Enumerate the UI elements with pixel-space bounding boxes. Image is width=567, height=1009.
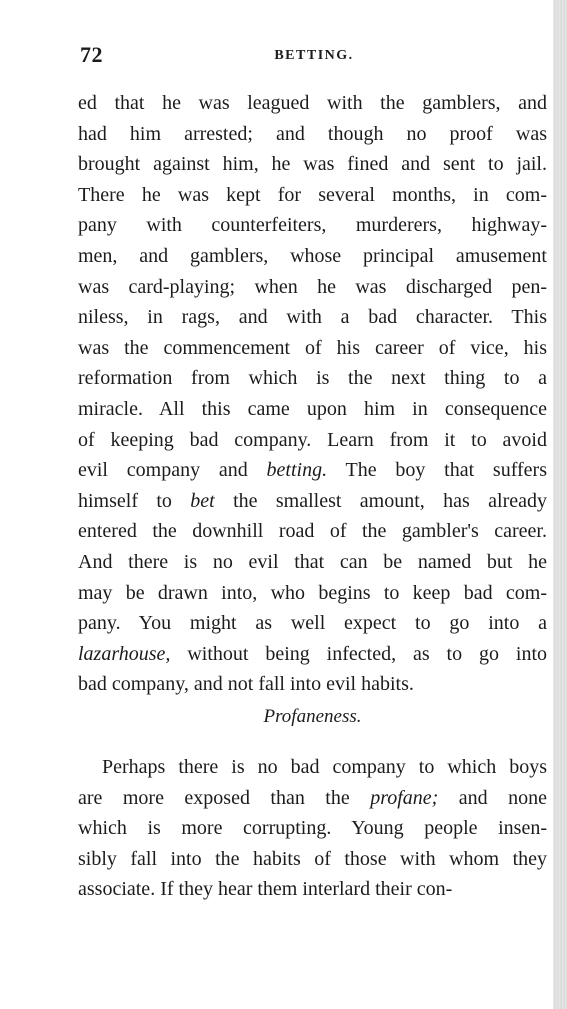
text-line [78,241,547,272]
line-text: evil company and [78,459,267,482]
text-line [78,639,547,670]
text-line [78,272,547,303]
line-text: himself to [78,489,191,512]
section-heading: Profaneness. [263,706,362,727]
page-edge [553,0,567,1009]
text-line [78,516,547,547]
text-line [78,486,547,517]
text-line [78,394,547,425]
text-line [78,455,547,486]
line-text: men, and gamblers, whose principal amusement [78,244,547,267]
text-line [78,363,547,394]
line-text: and none [438,786,547,809]
line-text: The boy that suffers [327,459,547,482]
running-head: BETTING. [274,48,354,63]
paragraph-profaneness [78,752,547,905]
text-line [78,669,547,700]
line-text: There he was kept for several months, in com- [78,183,547,206]
page-number: 72 [80,42,103,67]
line-text: without being infected, as to go into [170,642,547,665]
italic-text: bet [190,489,215,512]
line-text: associate. If they hear them interlard their con- [78,878,453,901]
text-line [78,547,547,578]
text-line [78,783,547,814]
text-line [78,578,547,609]
italic-text: betting. [266,459,328,482]
line-text: reformation from which is the next thing to a [78,367,547,390]
line-text: had him arrested; and though no proof was [78,122,547,145]
line-text: miracle. All this came upon him in consequence [78,397,547,420]
line-text: Perhaps there is no bad company to which boys [102,756,547,778]
line-text: pany with counterfeiters, murderers, highway- [78,214,547,237]
italic-text: lazarhouse, [78,642,171,665]
line-text: bad company, and not fall into evil habits. [78,673,414,696]
line-text: And there is no evil that can be named but he [78,550,547,573]
paragraph-betting [78,88,547,700]
text-line [78,752,547,783]
text-line [78,149,547,180]
line-text: sibly fall into the habits of those with whom they [78,847,547,870]
text-line [78,608,547,639]
line-text: which is more corrupting. Young people insen- [78,817,547,840]
text-line [78,210,547,241]
line-text: entered the downhill road of the gambler's career. [78,520,547,543]
line-text: brought against him, he was fined and sent to jail. [78,153,547,176]
text-line [78,813,547,844]
text-line [78,180,547,211]
line-text: may be drawn into, who begins to keep bad com- [78,581,547,604]
line-text: the smallest amount, has already [214,489,548,512]
text-line [78,844,547,875]
text-line [78,425,547,456]
line-text: are more exposed than the [78,786,371,809]
line-text: was card-playing; when he was discharged pen- [78,275,547,298]
text-line [78,302,547,333]
italic-text: profane; [370,786,439,809]
text-line [78,119,547,150]
line-text: was the commencement of his career of vice, his [78,336,547,359]
line-text: ed that he was leagued with the gamblers, and [78,92,547,114]
line-text: niless, in rags, and with a bad character. This [78,306,547,329]
text-line [78,874,547,905]
text-line [78,333,547,364]
line-text: of keeping bad company. Learn from it to avoid [78,428,547,451]
line-text: pany. You might as well expect to go into a [78,612,547,635]
page-header [80,42,548,72]
text-line [78,88,547,119]
